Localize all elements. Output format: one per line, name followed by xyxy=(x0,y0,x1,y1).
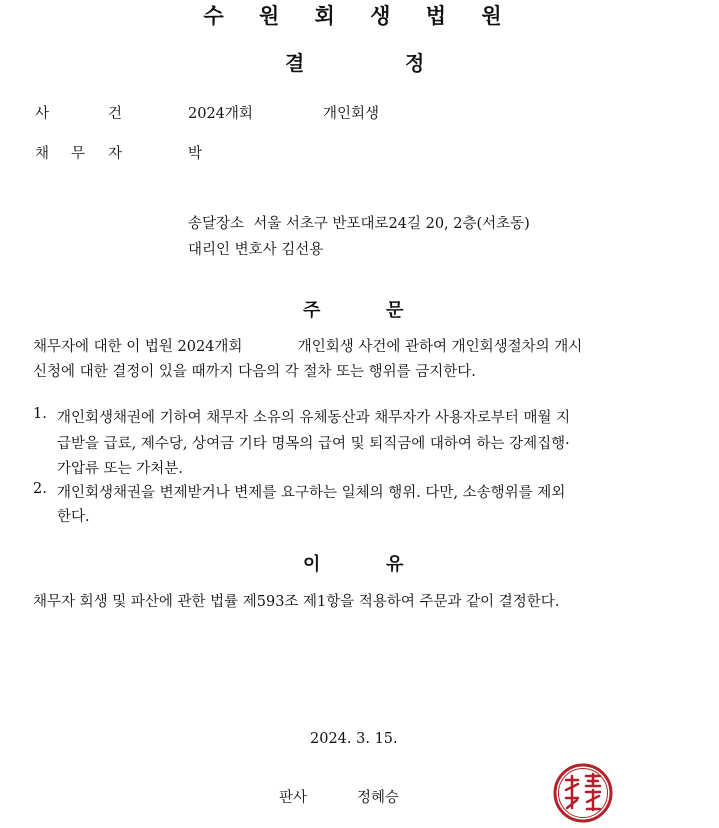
case-label-2: 건 xyxy=(108,106,123,122)
judge-seal xyxy=(552,762,614,824)
debtor-label-2: 무 xyxy=(71,146,86,162)
debtor-label-3: 자 xyxy=(108,146,123,162)
order-heading-right: 문 xyxy=(386,300,404,321)
item-2-number: 2. xyxy=(33,481,47,497)
item-1-line1: 개인회생채권에 기하여 채무자 소유의 유체동산과 채무자가 사용자로부터 매월 지 xyxy=(57,410,571,426)
judge-seal-stamp xyxy=(552,762,614,824)
reason-heading-left: 이 xyxy=(303,554,321,575)
agent: 대리인 변호사 김선용 xyxy=(188,242,324,258)
order-intro-line1: 채무자에 대한 이 법원 2024개회 개인회생 사건에 관하여 개인회생절차의 개시 xyxy=(33,339,583,355)
decision-date: 2024. 3. 15. xyxy=(310,731,398,747)
judge-name: 정혜승 xyxy=(357,790,400,806)
court-name: 수 원 회 생 법 원 xyxy=(203,4,516,28)
case-type: 개인회생 xyxy=(323,106,380,122)
service-address: 송달장소 서울 서초구 반포대로24길 20, 2층(서초동) xyxy=(188,216,530,232)
item-2-line1: 개인회생채권을 변제받거나 변제를 요구하는 일체의 행위. 다만, 소송행위를 제외 xyxy=(57,485,566,501)
item-1-line3: 가압류 또는 가처분. xyxy=(57,461,183,477)
item-1-line2: 급받을 급료, 제수당, 상여금 기타 명목의 급여 및 퇴직금에 대하여 하는 강제집행· xyxy=(57,436,570,452)
order-heading-left: 주 xyxy=(303,300,321,321)
doc-title-left: 결 xyxy=(285,51,305,75)
debtor-name: 박 xyxy=(188,146,203,162)
case-number: 2024개회 xyxy=(188,106,253,122)
item-2-line2: 한다. xyxy=(57,509,90,525)
judge-title: 판사 xyxy=(279,790,308,806)
item-1-number: 1. xyxy=(33,406,47,422)
debtor-label-1: 채 xyxy=(35,146,50,162)
order-intro-line2: 신청에 대한 결정이 있을 때까지 다음의 각 절차 또는 행위를 금지한다. xyxy=(33,364,476,380)
doc-title-right: 정 xyxy=(405,51,425,75)
case-label-1: 사 xyxy=(35,106,50,122)
reason-heading-right: 유 xyxy=(386,554,404,575)
reason-text: 채무자 회생 및 파산에 관한 법률 제593조 제1항을 적용하여 주문과 같이 결정한다. xyxy=(33,594,560,610)
